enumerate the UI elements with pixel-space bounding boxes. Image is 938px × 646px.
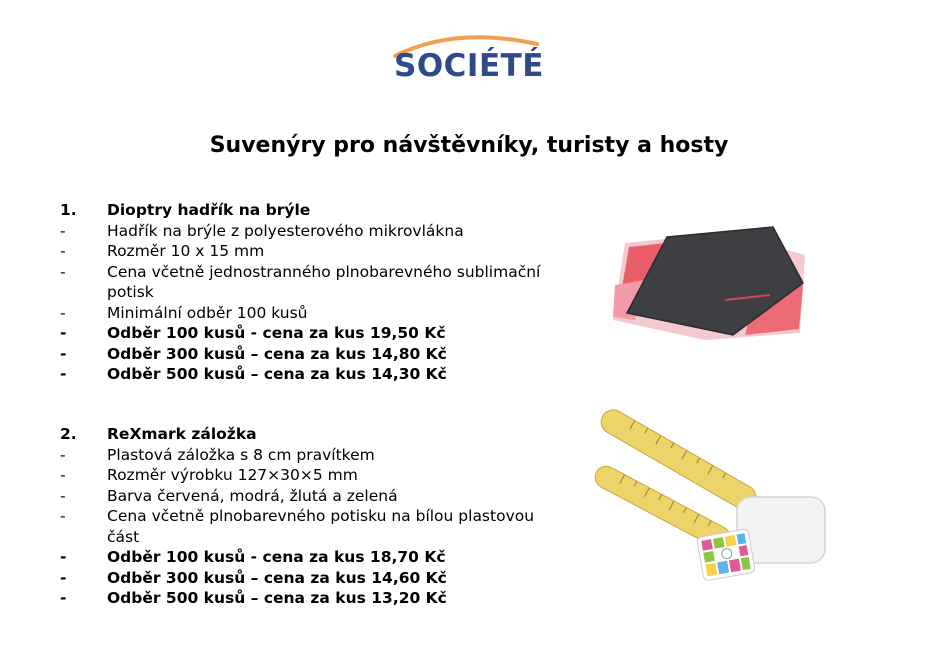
- list-item-text: Odběr 500 kusů – cena za kus 14,30 Kč: [107, 365, 447, 383]
- list-item-text: Odběr 100 kusů - cena za kus 18,70 Kč: [107, 548, 446, 566]
- list-marker: -: [60, 242, 66, 260]
- list-item-text: Barva červená, modrá, žlutá a zelená: [107, 486, 398, 505]
- list-item: [60, 303, 600, 324]
- list-marker: -: [60, 445, 66, 464]
- list-item-text: Odběr 300 kusů – cena za kus 14,80 Kč: [107, 344, 447, 363]
- list-item-text: Rozměr výrobku 127×30×5 mm: [107, 466, 358, 484]
- price-item: [60, 568, 600, 589]
- list-item: [60, 506, 600, 527]
- list-item-text: část: [107, 527, 140, 546]
- list-item-text: Cena včetně jednostranného plnobarevného sublimační: [107, 262, 541, 281]
- list-item-text: potisk: [107, 283, 154, 301]
- list-item-text: Rozměr 10 x 15 mm: [107, 242, 265, 260]
- price-item: [60, 344, 600, 365]
- list-item-text: Hadřík na brýle z polyesterového mikrovlákna: [107, 221, 464, 240]
- list-marker: -: [60, 365, 67, 383]
- section-title: ReXmark záložka: [107, 425, 257, 443]
- list-item-text: Cena včetně plnobarevného potisku na bílou plastovou: [107, 507, 535, 525]
- list-marker: -: [60, 344, 67, 363]
- list-item: [60, 486, 600, 507]
- price-item: [60, 588, 600, 609]
- list-item-text: Minimální odběr 100 kusů: [107, 303, 308, 322]
- price-item: [60, 323, 600, 344]
- list-marker: -: [60, 486, 66, 505]
- section-title: Dioptry hadřík na brýle: [107, 201, 311, 219]
- section-heading: [60, 424, 600, 445]
- bookmark-ruler-image: [592, 405, 832, 585]
- list-item: [60, 445, 600, 466]
- list-item-text: Odběr 100 kusů - cena za kus 19,50 Kč: [107, 324, 446, 342]
- page-title: Suvenýry pro návštěvníky, turisty a hosty: [209, 133, 729, 158]
- list-marker: -: [60, 262, 66, 281]
- product-section-cloth: [60, 200, 600, 385]
- cleaning-cloth-image: [605, 225, 810, 345]
- list-item-continuation: [60, 282, 600, 303]
- list-item-text: Odběr 300 kusů – cena za kus 14,60 Kč: [107, 568, 447, 587]
- list-item-text: Odběr 500 kusů – cena za kus 13,20 Kč: [107, 589, 447, 607]
- list-marker: -: [60, 303, 66, 322]
- list-marker: -: [60, 548, 67, 566]
- list-item: [60, 465, 600, 486]
- product-section-bookmark: [60, 424, 600, 609]
- list-item-text: Plastová záložka s 8 cm pravítkem: [107, 445, 375, 464]
- list-marker: -: [60, 507, 66, 525]
- list-item: [60, 221, 600, 242]
- list-marker: -: [60, 568, 67, 587]
- price-item: [60, 364, 600, 385]
- list-marker: -: [60, 221, 66, 240]
- list-item: [60, 262, 600, 283]
- section-number: 2.: [60, 425, 77, 443]
- section-heading: [60, 200, 600, 221]
- section-number: 1.: [60, 201, 77, 219]
- list-item-continuation: [60, 527, 600, 548]
- company-logo: [385, 30, 545, 90]
- list-item: [60, 241, 600, 262]
- list-marker: -: [60, 466, 66, 484]
- price-item: [60, 547, 600, 568]
- list-marker: -: [60, 589, 67, 607]
- list-marker: -: [60, 324, 67, 342]
- logo-text: SOCIÉTÉ: [394, 48, 544, 84]
